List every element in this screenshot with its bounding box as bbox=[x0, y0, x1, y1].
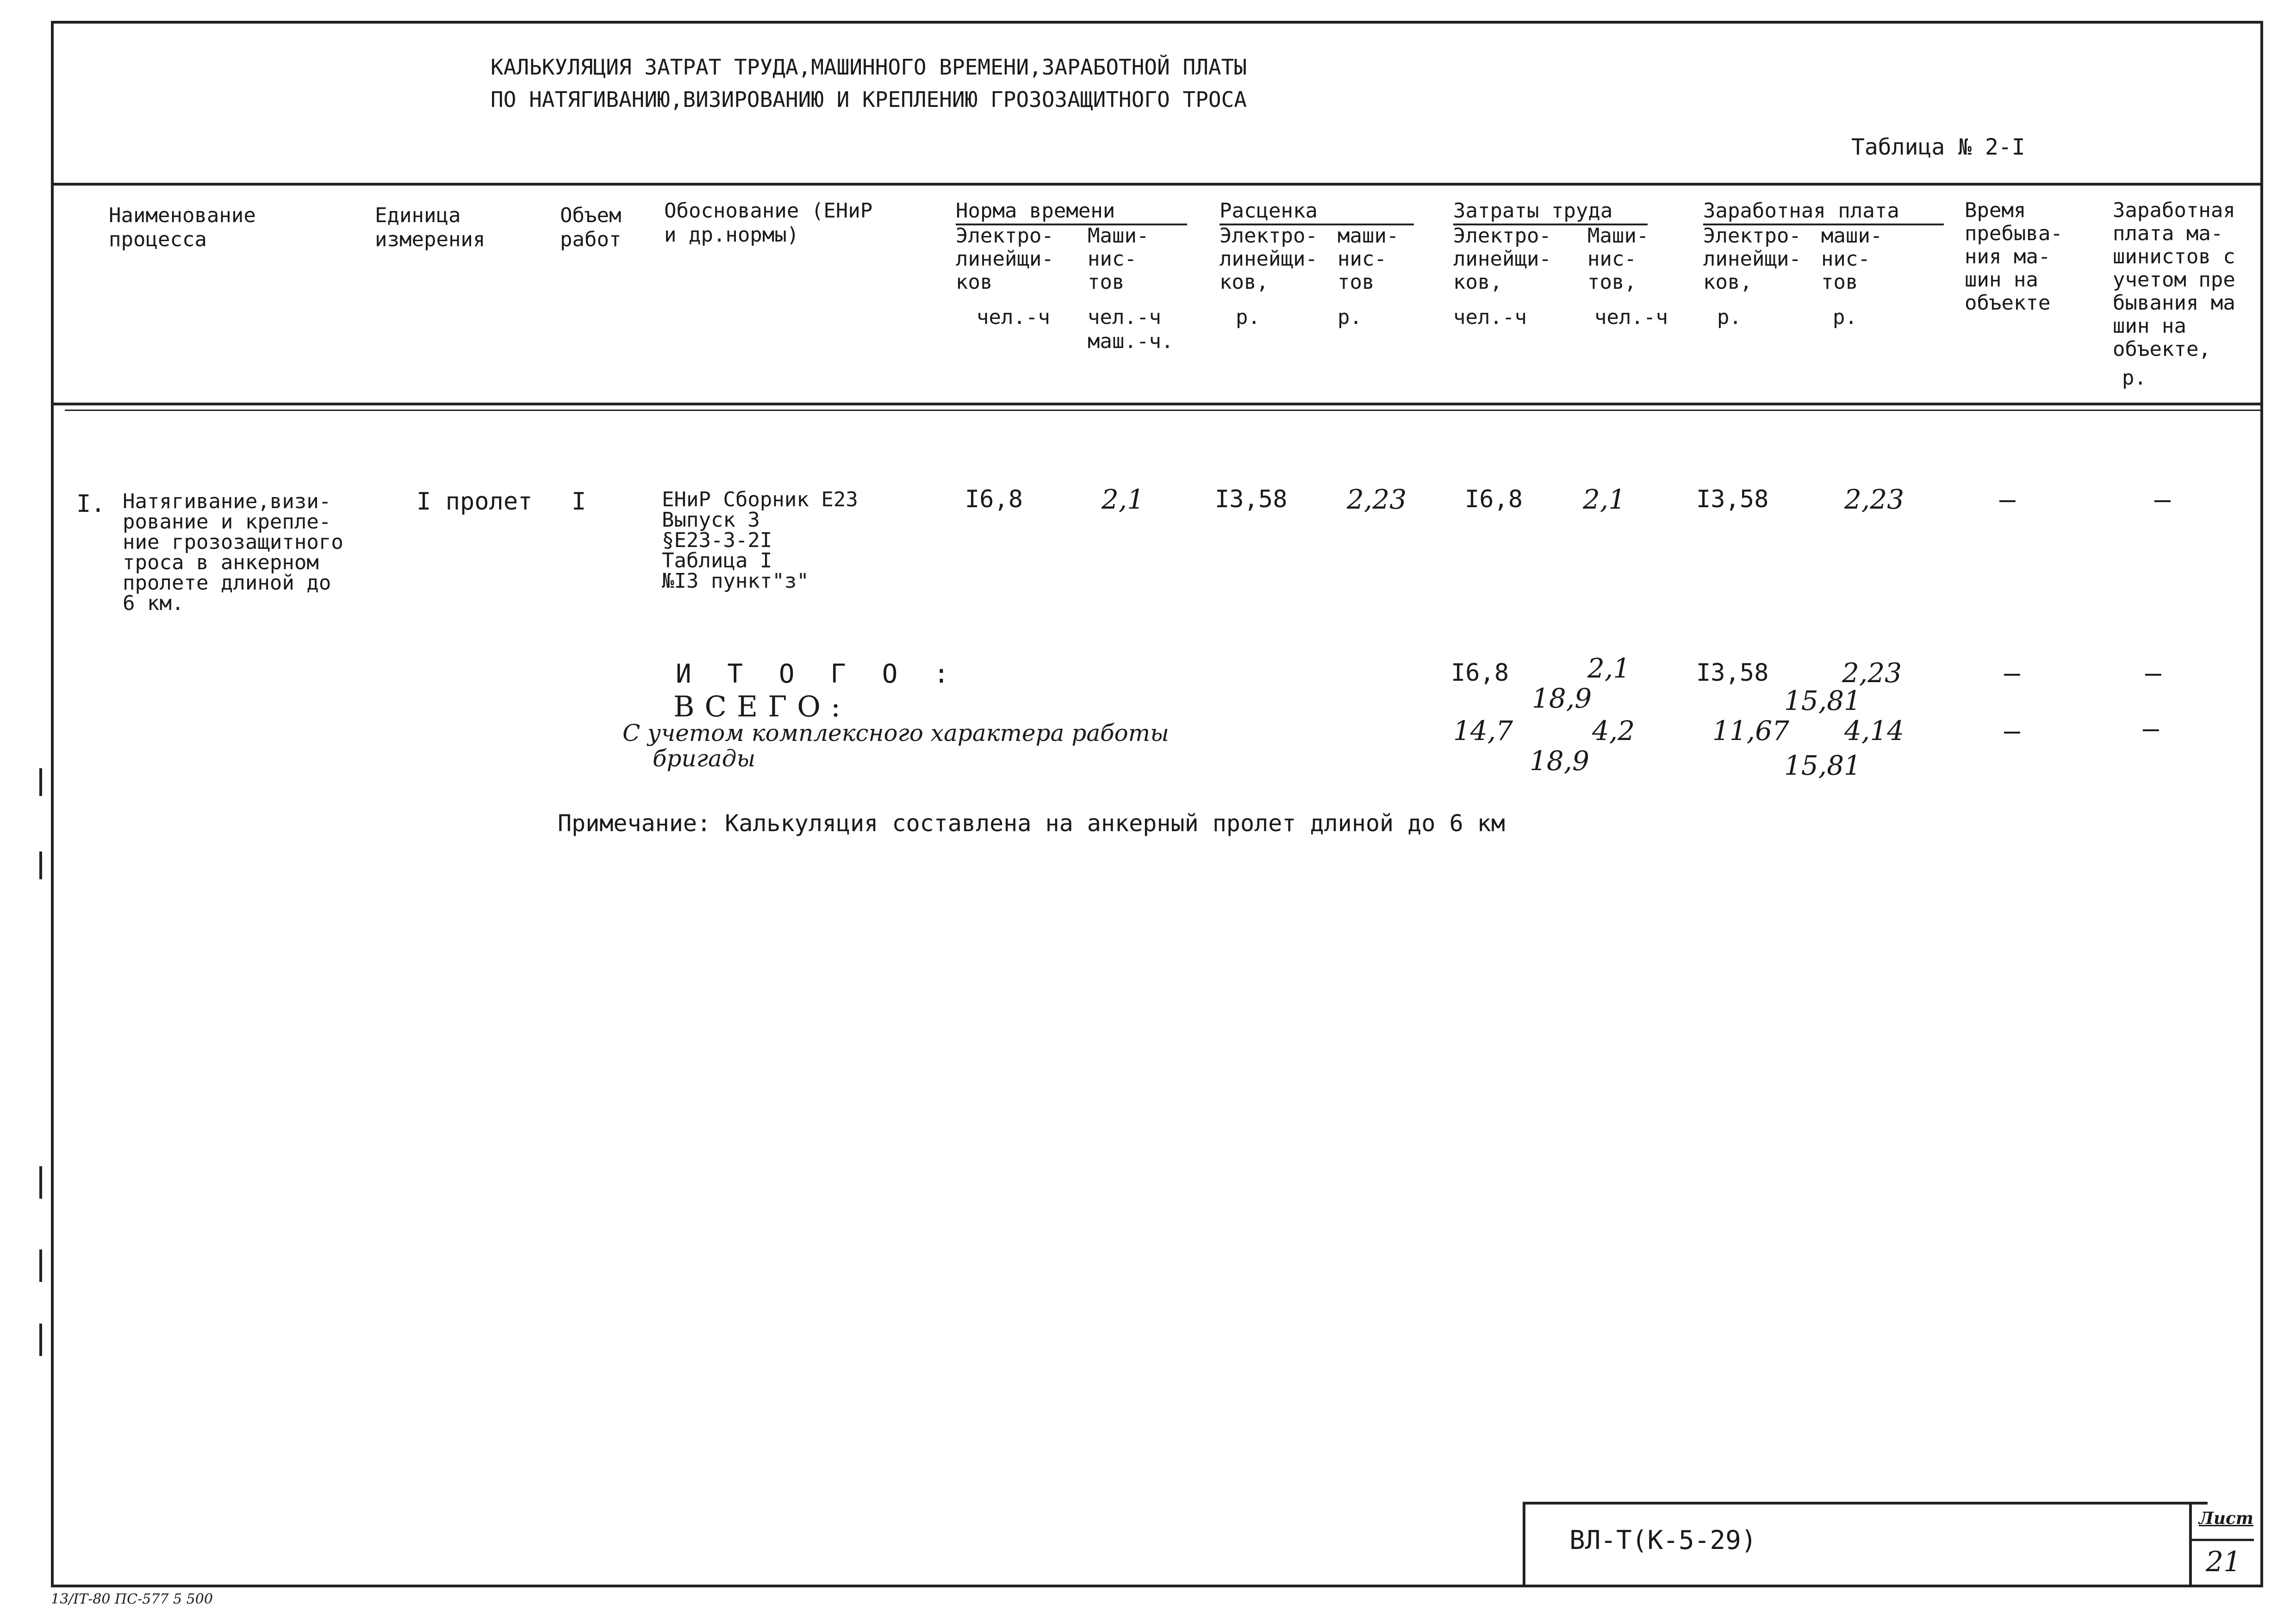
header-unit: Единица измерения bbox=[375, 204, 485, 251]
complex-wage-mash: 4,14 bbox=[1844, 715, 1904, 746]
unit-time-norm-el: чел.-ч bbox=[977, 305, 1050, 329]
row1-basis: ЕНиР Сборник Е23 Выпуск 3 §Е23-3-2I Таблица I №I3 пункт"з" bbox=[662, 488, 858, 593]
header-time-norm: Норма времени bbox=[956, 199, 1115, 223]
header-wage-el: Электро- линейщи- ков, bbox=[1703, 224, 1801, 294]
header-labor: Затраты труда bbox=[1453, 199, 1613, 223]
header-rate-mash: маши- нис- тов bbox=[1338, 224, 1399, 294]
page-frame bbox=[51, 21, 2263, 1587]
row1-norm-mash: 2,1 bbox=[1101, 484, 1145, 515]
unit-time-norm-mash: чел.-ч маш.-ч. bbox=[1088, 305, 1174, 353]
row1-rate-mash: 2,23 bbox=[1347, 484, 1407, 515]
row1-norm-el: I6,8 bbox=[965, 485, 1023, 513]
header-bottom-rule bbox=[51, 403, 2263, 405]
itogo-labor-mash: 2,1 bbox=[1587, 653, 1630, 684]
header-rate: Расценка bbox=[1220, 199, 1318, 223]
table-number: Таблица № 2-I bbox=[1851, 134, 2025, 160]
complex-line-2: бригады bbox=[653, 745, 756, 772]
itogo-mach-wage: – bbox=[2145, 657, 2161, 689]
header-machinist-wage: Заработная плата ма- шинистов с учетом пре бывания ма шин на объекте, р. bbox=[2113, 199, 2235, 390]
complex-labor-mash: 4,2 bbox=[1592, 715, 1635, 746]
document-title bbox=[491, 51, 1247, 116]
header-bottom-rule-2 bbox=[65, 410, 2263, 411]
unit-wage-el: р. bbox=[1717, 305, 1742, 329]
itogo-wage-mash: 2,23 bbox=[1842, 657, 1902, 689]
header-wage: Заработная плата bbox=[1703, 199, 1899, 223]
itogo-labor-sum: 18,9 bbox=[1532, 683, 1592, 714]
header-labor-mash: Маши- нис- тов, bbox=[1587, 224, 1649, 294]
unit-labor-el: чел.-ч bbox=[1453, 305, 1527, 329]
header-labor-el: Электро- линейщи- ков, bbox=[1453, 224, 1551, 294]
row1-unit: I пролет bbox=[417, 488, 533, 516]
header-volume: Объем работ bbox=[560, 204, 622, 251]
header-wage-mash: маши- нис- тов bbox=[1821, 224, 1883, 294]
row1-labor-mash: 2,1 bbox=[1583, 484, 1626, 515]
itogo-label: И Т О Г О : bbox=[676, 659, 959, 689]
header-basis: Обоснование (ЕНиР и др.нормы) bbox=[664, 199, 873, 247]
sheet-label: Лист bbox=[2199, 1509, 2254, 1528]
bottom-archive-note: 13/IТ-80 ПС-577 5 500 bbox=[51, 1591, 213, 1607]
header-process: Наименование процесса bbox=[109, 204, 256, 251]
margin-mark bbox=[39, 852, 42, 879]
row1-wage-el: I3,58 bbox=[1696, 485, 1769, 513]
margin-mark bbox=[39, 768, 42, 796]
header-stay-time: Время пребыва- ния ма- шин на объекте bbox=[1965, 199, 2063, 315]
complex-labor-el: 14,7 bbox=[1453, 715, 1513, 746]
complex-labor-sum: 18,9 bbox=[1530, 745, 1590, 777]
unit-rate-mash: р. bbox=[1338, 305, 1362, 329]
document-code: ВЛ-Т(К-5-29) bbox=[1569, 1525, 1757, 1555]
header-time-norm-el: Электро- линейщи- ков bbox=[956, 224, 1054, 294]
sheet-box bbox=[2189, 1504, 2254, 1585]
margin-mark bbox=[39, 1250, 42, 1282]
itogo-wage-sum: 15,81 bbox=[1784, 685, 1861, 716]
row1-rate-el: I3,58 bbox=[1215, 485, 1288, 513]
complex-wage-el: 11,67 bbox=[1712, 715, 1790, 746]
row1-process: Натягивание,визи- рование и крепле- ние грозозащитного троса в анкерном пролете длиной до 6 км. bbox=[123, 490, 343, 615]
row1-mach-wage: – bbox=[2154, 484, 2171, 515]
row1-labor-el: I6,8 bbox=[1465, 485, 1523, 513]
margin-mark bbox=[39, 1324, 42, 1356]
footnote: Примечание: Калькуляция составлена на анкерный пролет длиной до 6 км bbox=[558, 810, 1505, 837]
sheet-number: 21 bbox=[2206, 1546, 2241, 1578]
unit-labor-mash: чел.-ч bbox=[1594, 305, 1668, 329]
row1-volume: I bbox=[572, 488, 586, 516]
vsego-label: ВСЕГО: bbox=[673, 690, 851, 723]
title-block bbox=[1523, 1502, 2208, 1585]
title-line-2: ПО НАТЯГИВАНИЮ,ВИЗИРОВАНИЮ И КРЕПЛЕНИЮ ГРОЗОЗАЩИТНОГО ТРОСА bbox=[491, 87, 1247, 112]
header-rate-el: Электро- линейщи- ков, bbox=[1220, 224, 1318, 294]
unit-wage-mash: р. bbox=[1833, 305, 1857, 329]
complex-mach-wage: – bbox=[2143, 713, 2159, 744]
itogo-wage-el: I3,58 bbox=[1696, 659, 1769, 687]
header-time-norm-mash: Маши- нис- тов bbox=[1088, 224, 1149, 294]
complex-line-1: С учетом комплексного характера работы bbox=[622, 720, 1169, 746]
itogo-stay: – bbox=[2004, 657, 2020, 689]
row1-wage-mash: 2,23 bbox=[1844, 484, 1904, 515]
row1-stay: – bbox=[1999, 484, 2016, 515]
complex-wage-sum: 15,81 bbox=[1784, 750, 1861, 781]
itogo-labor-el: I6,8 bbox=[1451, 659, 1509, 687]
unit-rate-el: р. bbox=[1236, 305, 1260, 329]
margin-mark bbox=[39, 1166, 42, 1199]
row1-number: I. bbox=[76, 490, 106, 518]
title-line-1: КАЛЬКУЛЯЦИЯ ЗАТРАТ ТРУДА,МАШИННОГО ВРЕМЕНИ,ЗАРАБОТНОЙ ПЛАТЫ bbox=[491, 55, 1247, 80]
complex-stay: – bbox=[2004, 715, 2020, 746]
header-top-rule bbox=[51, 183, 2263, 186]
